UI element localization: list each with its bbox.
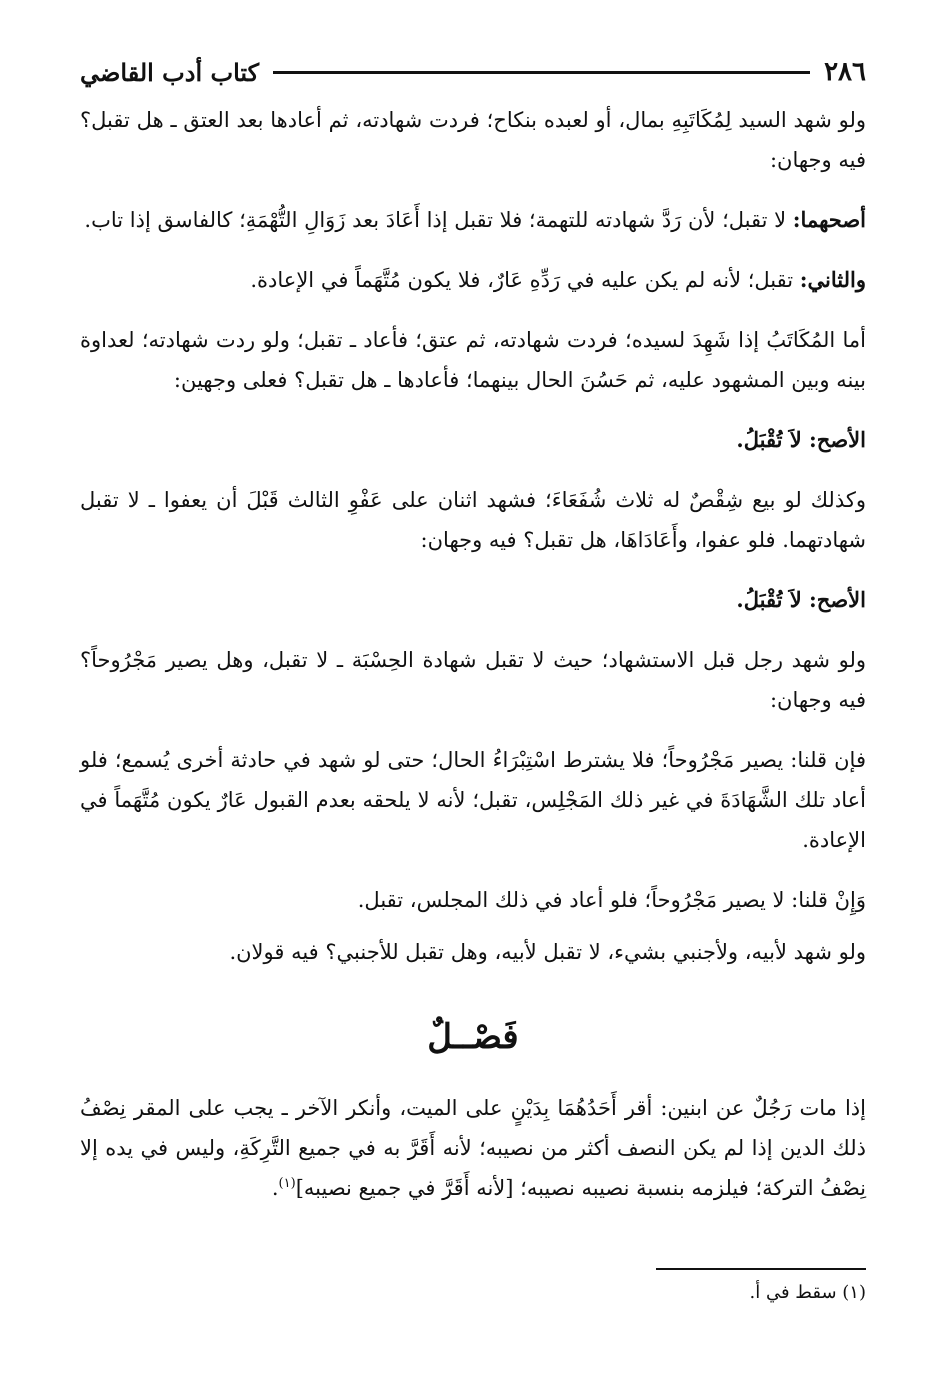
paragraph-text: فإن قلنا: يصير مَجْرُوحاً؛ فلا يشترط اسْتِبْرَاءُ الحال؛ حتى لو شهد في حادثة أخرى يُسمع؛ فلو أعاد تلك الشَّهَادَةَ في غير ذلك المَجْلِس، تقبل؛ لأنه لا يلحقه بعدم القبول عَارٌ يكون مُتَّهَماً في الإعادة.	[80, 748, 866, 852]
paragraph-text: ولو شهد لأبيه، ولأجنبي بشيء، لا تقبل لأبيه، وهل تقبل للأجنبي؟ فيه قولان.	[229, 940, 866, 964]
paragraph-text: تقبل؛ لأنه لم يكن عليه في رَدِّهِ عَارٌ، فلا يكون مُتَّهَماً في الإعادة.	[250, 268, 800, 292]
paragraph-text: لا تقبل؛ لأن رَدَّ شهادته للتهمة؛ فلا تقبل إذا أَعَادَ بعد زَوَالِ التُّهْمَةِ؛ كالفاسق إذا تاب.	[84, 208, 793, 232]
paragraph	[80, 200, 866, 240]
header-rule	[273, 71, 810, 74]
paragraph	[80, 640, 866, 720]
paragraph-text: أما المُكَاتَبُ إذا شَهِدَ لسيده؛ فردت شهادته، ثم عتق؛ فأعاد ـ تقبل؛ ولو ردت شهادته؛ لعداوة بينه وبين المشهود عليه، ثم حَسُنَ الحال بينهما؛ فأعادها ـ هل تقبل؟ فعلى وجهين:	[80, 328, 866, 392]
paragraph-text: إذا مات رَجُلٌ عن ابنين: أقر أَحَدُهُمَا بِدَيْنٍ على الميت، وأنكر الآخر ـ يجب على المقر نِصْفُ ذلك الدين إذا لم يكن النصف أكثر من نصيبه؛ لأنه أَقَرَّ به في جميع التَّرِكَةِ، وليس في يده إلا نِصْفُ التركة؛ فيلزمه بنسبة نصيبه نصيبه؛ [لأنه أَقَرَّ في جميع نصيبه]	[80, 1096, 866, 1200]
paragraph-lead: الأصح:	[809, 427, 866, 452]
paragraph-end: .	[271, 1176, 279, 1200]
paragraph	[80, 932, 866, 972]
footnote-separator	[656, 1268, 866, 1270]
paragraph	[80, 480, 866, 560]
paragraph-lead: أصحهما:	[792, 207, 866, 232]
main-text	[80, 100, 866, 1228]
book-title: كتاب أدب القاضي	[80, 57, 260, 87]
section-heading: فَصْــلٌ	[427, 1017, 519, 1057]
paragraph-text: ولو شهد رجل قبل الاستشهاد؛ حيث لا تقبل شهادة الحِسْبَة ـ لا تقبل، وهل يصير مَجْرُوحاً؟ فيه وجهان:	[80, 648, 866, 712]
paragraph	[80, 260, 866, 300]
paragraph-text: وَإِنْ قلنا: لا يصير مَجْرُوحاً؛ فلو أعاد في ذلك المجلس، تقبل.	[357, 888, 866, 912]
paragraph	[80, 880, 866, 920]
paragraph-text: لاَ تُقْبَلُ.	[736, 587, 810, 612]
verdict-line	[80, 580, 866, 620]
paragraph-text: وكذلك لو بيع شِقْصٌ له ثلاث شُفَعَاءَ؛ فشهد اثنان على عَفْوِ الثالث قَبْلَ أن يعفوا ـ لا تقبل شهادتهما. فلو عفوا، وأَعَادَاهَا، هل تقبل؟ فيه وجهان:	[80, 488, 866, 552]
paragraph-lead: والثاني:	[799, 267, 866, 292]
paragraph-text: ولو شهد السيد لِمُكَاتَبِهِ بمال، أو لعبده بنكاح؛ فردت شهادته، ثم أعادها بعد العتق ـ هل تقبل؟ فيه وجهان:	[80, 108, 866, 172]
paragraph	[80, 320, 866, 400]
footnote: (١) سقط في أ.	[749, 1282, 866, 1303]
paragraph-text: لاَ تُقْبَلُ.	[736, 427, 810, 452]
footnote-marker[interactable]: (١)	[278, 1176, 296, 1191]
paragraph	[80, 100, 866, 180]
page-number: ٢٨٦	[824, 57, 866, 87]
page-header	[80, 52, 866, 92]
verdict-line	[80, 420, 866, 460]
paragraph	[80, 740, 866, 860]
paragraph-lead: الأصح:	[809, 587, 866, 612]
section-paragraph	[80, 1088, 866, 1208]
